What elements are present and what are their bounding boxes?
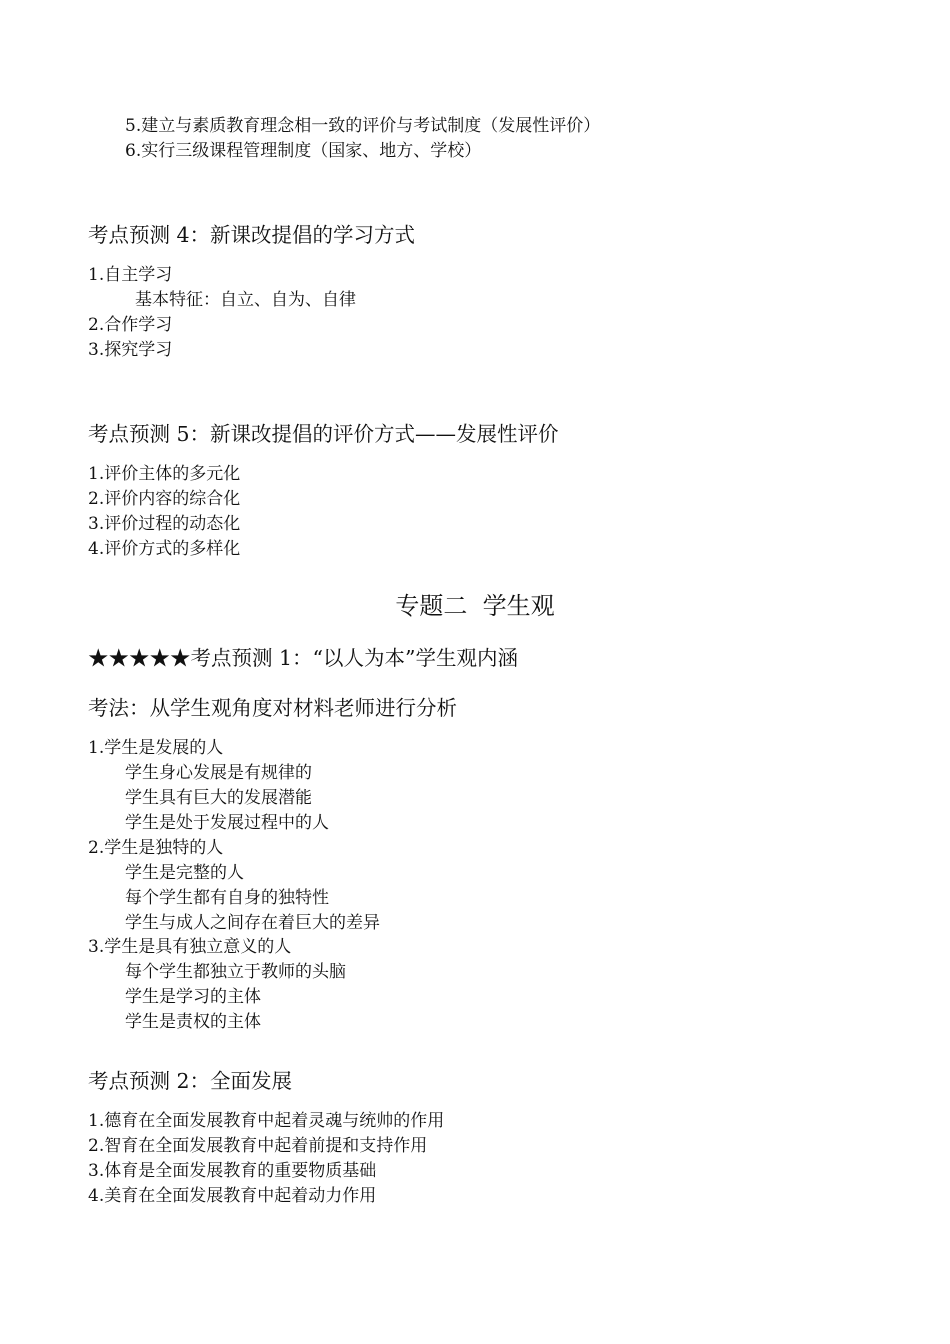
point2-item-3: 3.体育是全面发展教育的重要物质基础 xyxy=(88,1161,377,1181)
group3-sub-1: 每个学生都独立于教师的头脑 xyxy=(125,962,346,982)
point4-item-1-sub: 基本特征：自立、自为、自律 xyxy=(135,290,356,310)
topic2-method: 考法：从学生观角度对材料老师进行分析 xyxy=(88,696,457,720)
group2-sub-3: 学生与成人之间存在着巨大的差异 xyxy=(125,913,380,933)
topic2-title-text: 专题二 学生观 xyxy=(395,592,555,620)
point5-item-3: 3.评价过程的动态化 xyxy=(88,514,241,534)
point2-item-1: 1.德育在全面发展教育中起着灵魂与统帅的作用 xyxy=(88,1111,445,1131)
group2-sub-1: 学生是完整的人 xyxy=(125,863,244,883)
point4-heading: 考点预测 4：新课改提倡的学习方式 xyxy=(88,223,416,247)
group1-sub-1: 学生身心发展是有规律的 xyxy=(125,763,312,783)
point2-item-4: 4.美育在全面发展教育中起着动力作用 xyxy=(88,1186,377,1206)
group3-sub-3: 学生是责权的主体 xyxy=(125,1012,261,1032)
reform-item-5: 5.建立与素质教育理念相一致的评价与考试制度（发展性评价） xyxy=(125,116,601,136)
point4-item-1: 1.自主学习 xyxy=(88,265,173,285)
group2-sub-2: 每个学生都有自身的独特性 xyxy=(125,888,329,908)
group3-label: 3.学生是具有独立意义的人 xyxy=(88,937,292,957)
reform-item-6: 6.实行三级课程管理制度（国家、地方、学校） xyxy=(125,141,482,161)
topic2-point2-heading: 考点预测 2：全面发展 xyxy=(88,1069,293,1093)
point4-item-3: 3.探究学习 xyxy=(88,340,173,360)
group1-sub-2: 学生具有巨大的发展潜能 xyxy=(125,788,312,808)
point5-heading: 考点预测 5：新课改提倡的评价方式——发展性评价 xyxy=(88,422,559,446)
group1-sub-3: 学生是处于发展过程中的人 xyxy=(125,813,329,833)
group3-sub-2: 学生是学习的主体 xyxy=(125,987,261,1007)
topic2-title xyxy=(0,591,950,621)
point2-item-2: 2.智育在全面发展教育中起着前提和支持作用 xyxy=(88,1136,428,1156)
topic2-point1-heading: ★★★★★考点预测 1：“以人为本”学生观内涵 xyxy=(88,646,519,670)
point5-item-4: 4.评价方式的多样化 xyxy=(88,539,241,559)
point4-item-2: 2.合作学习 xyxy=(88,315,173,335)
group2-label: 2.学生是独特的人 xyxy=(88,838,224,858)
group1-label: 1.学生是发展的人 xyxy=(88,738,224,758)
point5-item-1: 1.评价主体的多元化 xyxy=(88,464,241,484)
point5-item-2: 2.评价内容的综合化 xyxy=(88,489,241,509)
